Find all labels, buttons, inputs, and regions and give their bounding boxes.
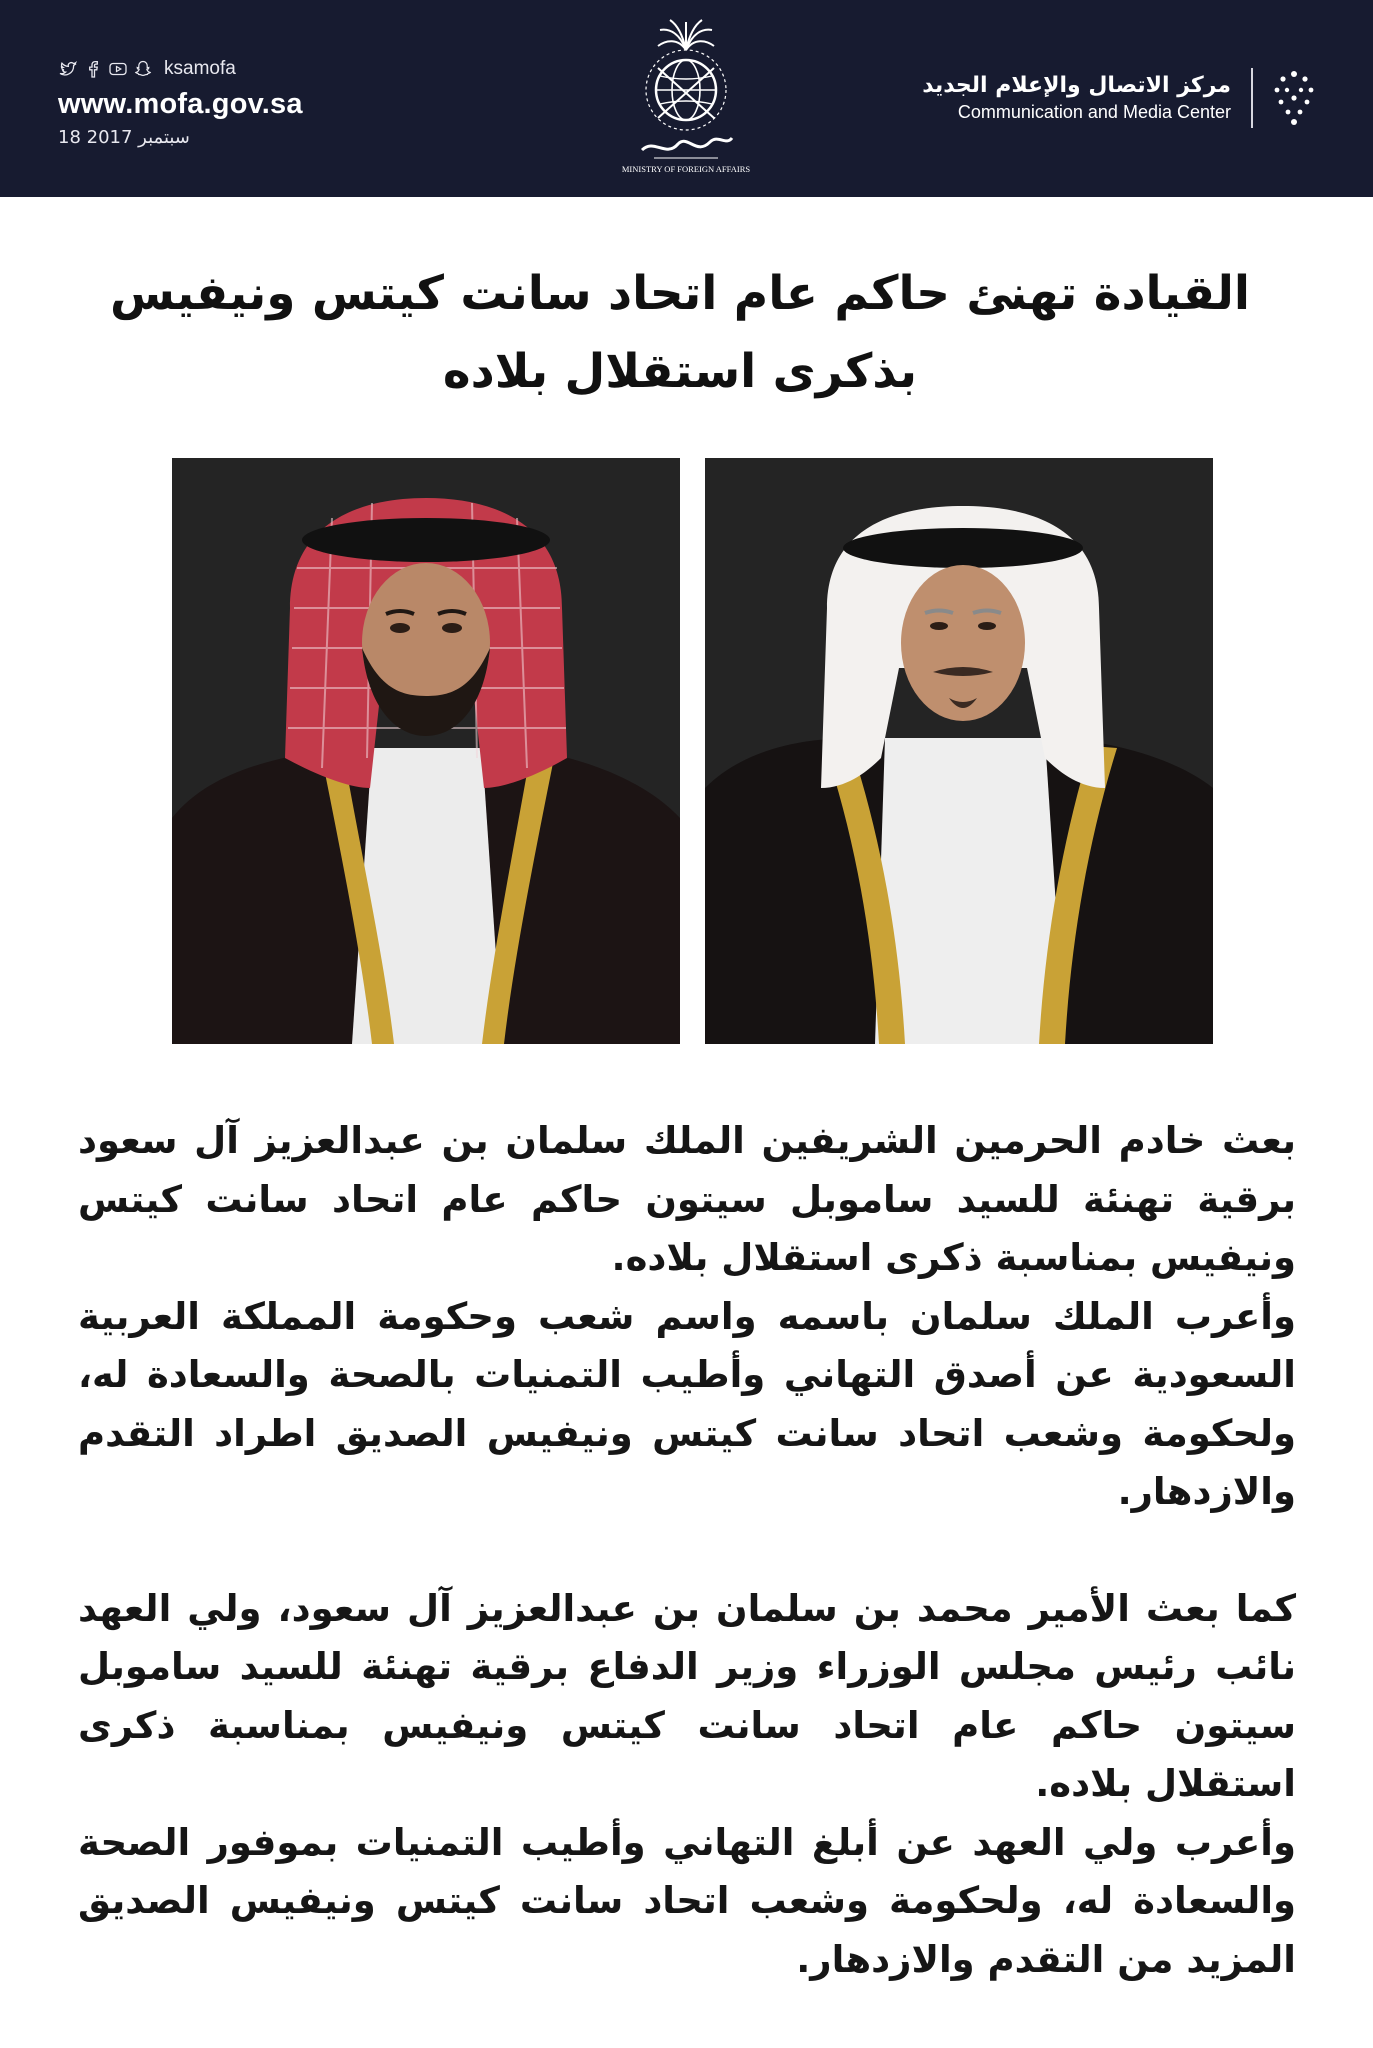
media-center-name-en: Communication and Media Center [957, 102, 1231, 122]
paragraph-4: وأعرب ولي العهد عن أبلغ التهاني وأطيب التمنيات بموفور الصحة والسعادة له، ولحكومة وشعب اتحاد سانت كيتس ونيفيس الصديق المزيد من التقدم والازدهار. [78, 1820, 1296, 1981]
crown-prince-photo [172, 458, 680, 1044]
twitter-icon[interactable] [58, 59, 78, 79]
snapchat-icon[interactable] [133, 59, 153, 79]
paragraph-2: وأعرب الملك سلمان باسمه واسم شعب وحكومة المملكة العربية السعودية عن أصدق التهاني وأطيب التمنيات بالصحة والسعادة له، ولحكومة وشعب اتحاد سانت كيتس ونيفيس الصديق اطراد التقدم والازدهار. [78, 1294, 1296, 1513]
paragraph-3: كما بعث الأمير محمد بن سلمان بن عبدالعزيز آل سعود، ولي العهد نائب رئيس مجلس الوزراء وزير الدفاع برقية تهنئة للسيد ساموبل سيتون حاكم عام اتحاد سانت كيتس ونيفيس بمناسبة ذكرى استقلال بلاده. [78, 1586, 1296, 1805]
headline-line-2: بذكرى استقلال بلاده [442, 344, 918, 399]
headline-line-1: القيادة تهنئ حاكم عام اتحاد سانت كيتس ونيفيس [110, 266, 1250, 321]
ministry-logo [614, 12, 758, 184]
header-contact [58, 58, 358, 148]
social-row [58, 58, 358, 80]
header-bar [0, 0, 1373, 197]
king-photo [705, 458, 1213, 1044]
youtube-icon[interactable] [108, 59, 128, 79]
headline [60, 255, 1300, 411]
media-center-name-ar: مركز الاتصال والإعلام الجديد [922, 73, 1231, 98]
paragraph-1: بعث خادم الحرمين الشريفين الملك سلمان بن عبدالعزيز آل سعود برقية تهنئة للسيد ساموبل سيتون حاكم عام اتحاد سانت كيتس ونيفيس بمناسبة ذكرى استقلال بلاده. [78, 1119, 1296, 1279]
media-center-logo-icon [1271, 68, 1317, 128]
header-divider [1251, 68, 1253, 128]
website-link[interactable]: www.mofa.gov.sa [58, 88, 303, 120]
publish-date: 18 سبتمبر 2017 [58, 127, 190, 148]
media-center-badge [922, 66, 1317, 130]
paragraph-spacer [78, 1522, 1296, 1580]
facebook-icon[interactable] [83, 59, 103, 79]
social-handle: ksamofa [164, 58, 236, 79]
logo-caption: MINISTRY OF FOREIGN AFFAIRS [621, 164, 751, 174]
article-body [78, 1112, 1296, 1989]
